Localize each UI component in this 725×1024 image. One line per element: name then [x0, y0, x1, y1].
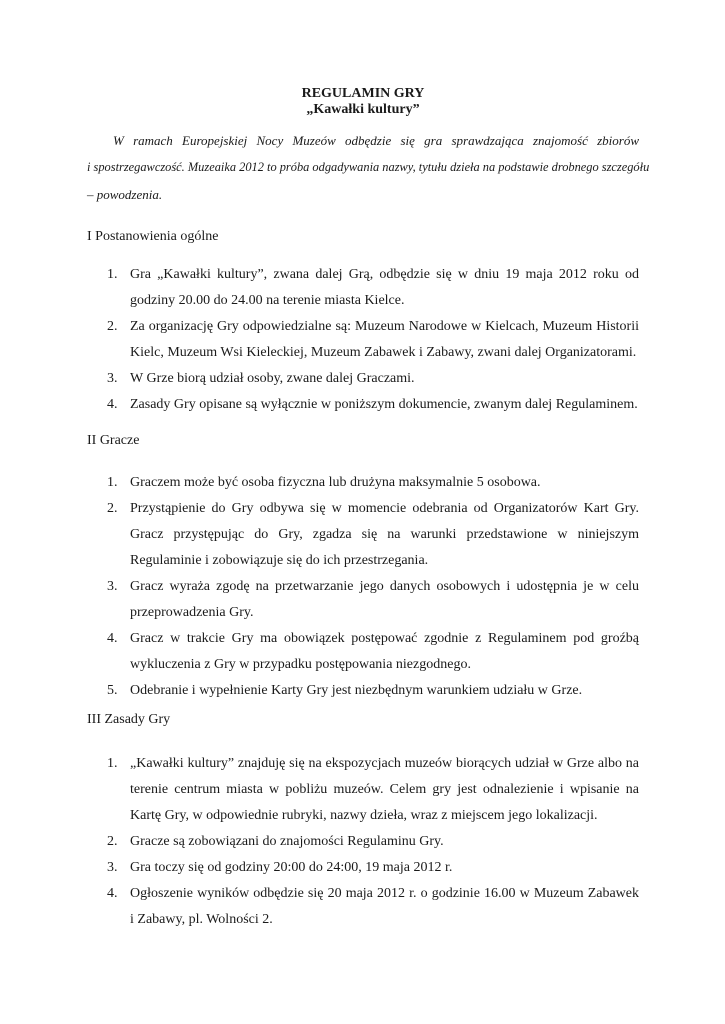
list-item: [87, 751, 639, 829]
item-number: 1.: [107, 756, 118, 771]
section-heading: III Zasady Gry: [87, 712, 171, 727]
list-item: [87, 574, 639, 626]
item-number: 4.: [107, 397, 118, 412]
item-line: Gracz w trakcie Gry ma obowiązek postępować zgodnie z Regulaminem pod groźbą: [130, 631, 639, 646]
item-line: Przystąpienie do Gry odbywa się w momencie odebrania od Organizatorów Kart Gry.: [130, 501, 639, 516]
item-line: „Kawałki kultury” znajduję się na ekspozycjach muzeów biorących udział w Grze albo na: [130, 756, 639, 771]
section-list: [87, 751, 639, 933]
intro-paragraph: [87, 127, 650, 208]
item-line: godziny 20.00 do 24.00 na terenie miasta Kielce.: [130, 293, 405, 308]
item-line: W Grze biorą udział osoby, zwane dalej Graczami.: [130, 371, 415, 386]
list-item: [87, 496, 639, 574]
section-heading: I Postanowienia ogólne: [87, 229, 219, 244]
item-number: 1.: [107, 267, 118, 282]
item-line: Gra „Kawałki kultury”, zwana dalej Grą, odbędzie się w dniu 19 maja 2012 roku od: [130, 267, 639, 282]
item-line: Ogłoszenie wyników odbędzie się 20 maja 2012 r. o godzinie 16.00 w Muzeum Zabawek: [130, 886, 639, 901]
item-line: Graczem może być osoba fizyczna lub drużyna maksymalnie 5 osobowa.: [130, 475, 541, 490]
item-line: Gra toczy się od godziny 20:00 do 24:00, 19 maja 2012 r.: [130, 860, 453, 875]
list-item: [87, 262, 639, 314]
item-number: 2.: [107, 319, 118, 334]
list-item: [87, 678, 639, 704]
item-number: 4.: [107, 886, 118, 901]
item-line: Kielc, Muzeum Wsi Kieleckiej, Muzeum Zabawek i Zabawy, zwani dalej Organizatorami.: [130, 345, 637, 360]
list-item: [87, 626, 639, 678]
item-number: 2.: [107, 834, 118, 849]
intro-line: W ramach Europejskiej Nocy Muzeów odbędzie się gra sprawdzająca znajomość zbiorów: [113, 133, 639, 148]
list-item: [87, 829, 639, 855]
item-line: wykluczenia z Gry w przypadku postępowania niezgodnego.: [130, 657, 471, 672]
item-line: Gracz wyraża zgodę na przetwarzanie jego danych osobowych i udostępnia je w celu: [130, 579, 639, 594]
document-title: REGULAMIN GRY: [301, 86, 425, 101]
list-item: [87, 392, 639, 418]
item-line: Zasady Gry opisane są wyłącznie w poniższym dokumencie, zwanym dalej Regulaminem.: [130, 397, 638, 412]
item-number: 1.: [107, 475, 118, 490]
item-line: terenie centrum miasta w pobliżu muzeów. Celem gry jest odnalezienie i wpisanie na: [130, 782, 639, 797]
list-item: [87, 855, 639, 881]
intro-line: – powodzenia.: [87, 187, 163, 202]
item-line: Kartę Gry, w odpowiednie rubryki, nazwy dzieła, wraz z miejscem jego lokalizacji.: [130, 808, 598, 823]
list-item: [87, 314, 639, 366]
item-number: 3.: [107, 371, 118, 386]
list-item: [87, 470, 639, 496]
item-number: 5.: [107, 683, 118, 698]
item-line: Gracze są zobowiązani do znajomości Regulaminu Gry.: [130, 834, 444, 849]
item-number: 2.: [107, 501, 118, 516]
item-number: 3.: [107, 579, 118, 594]
item-line: Za organizację Gry odpowiedzialne są: Muzeum Narodowe w Kielcach, Muzeum Historii: [130, 319, 639, 334]
document-subtitle: „Kawałki kultury”: [306, 102, 420, 117]
section-list: [87, 470, 639, 704]
item-line: Gracz przystępując do Gry, zgadza się na warunki przedstawione w niniejszym: [130, 527, 639, 542]
section-heading: II Gracze: [87, 433, 140, 448]
list-item: [87, 366, 639, 392]
item-line: przeprowadzenia Gry.: [130, 605, 254, 620]
intro-line: i spostrzegawczość. Muzeaika 2012 to próba odgadywania nazwy, tytułu dzieła na podstawie drobnego szczegółu: [87, 160, 650, 174]
item-number: 3.: [107, 860, 118, 875]
item-line: i Zabawy, pl. Wolności 2.: [130, 912, 273, 927]
list-item: [87, 881, 639, 933]
item-number: 4.: [107, 631, 118, 646]
section-list: [87, 262, 639, 418]
item-line: Odebranie i wypełnienie Karty Gry jest niezbędnym warunkiem udziału w Grze.: [130, 683, 583, 698]
item-line: Regulaminie i zobowiązuje się do ich przestrzegania.: [130, 553, 429, 568]
